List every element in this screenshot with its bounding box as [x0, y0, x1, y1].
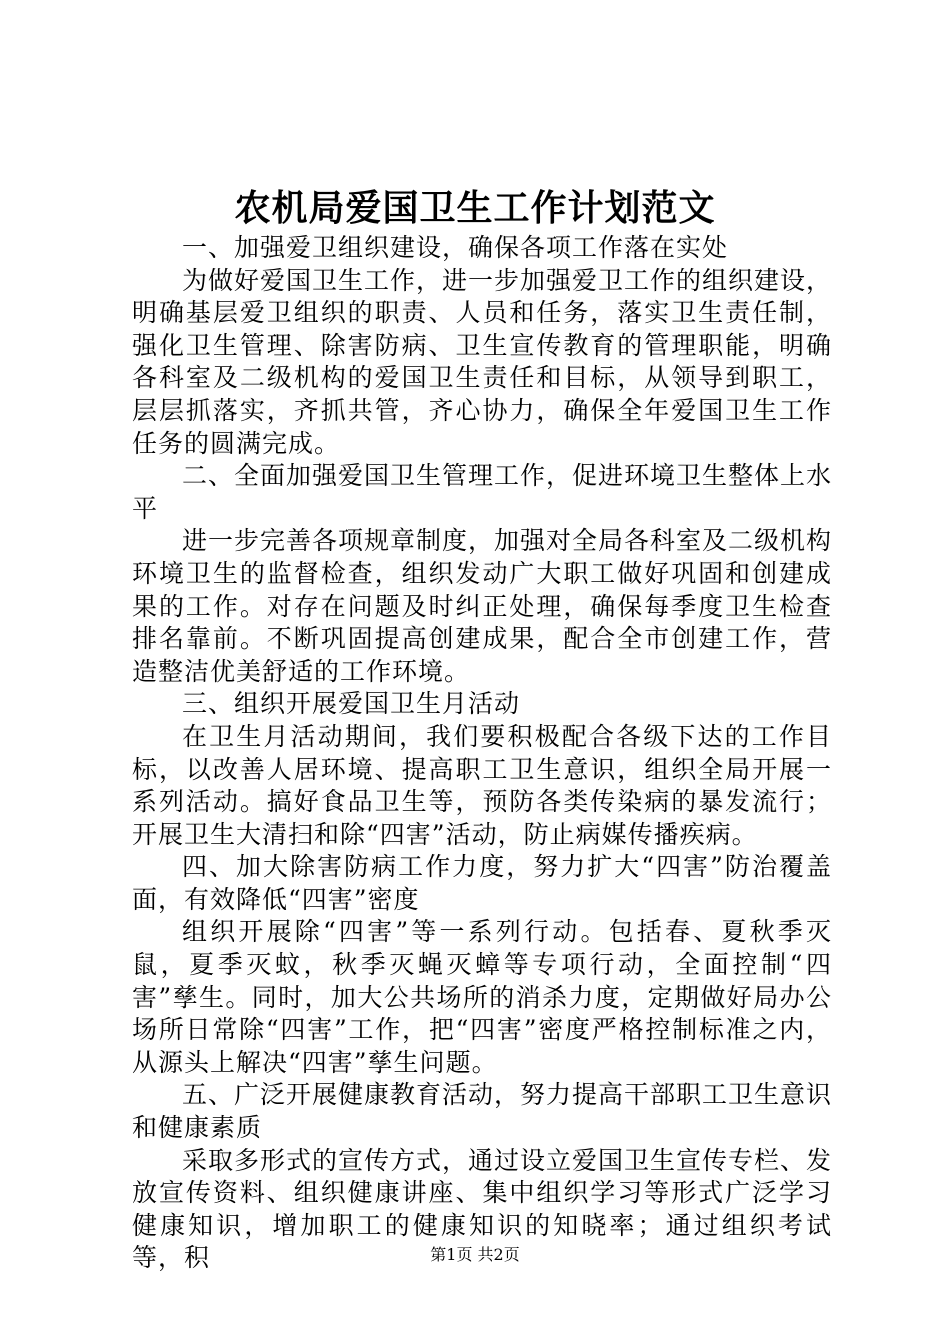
section-heading-2: 二、全面加强爱国卫生管理工作，促进环境卫生整体上水平 — [132, 461, 833, 523]
section-heading-4: 四、加大除害防病工作力度，努力扩大“四害”防治覆盖面，有效降低“四害”密度 — [132, 852, 832, 914]
section-heading-5: 五、广泛开展健康教育活动，努力提高干部职工卫生意识和健康素质 — [132, 1080, 833, 1143]
section-heading-1: 一、加强爱卫组织建设，确保各项工作落在实处 — [182, 233, 729, 262]
page-footer: 第1页 共2页 — [430, 1245, 520, 1264]
section-paragraph-2: 进一步完善各项规章制度，加强对全局各科室及二级机构环境卫生的监督检查，组织发动广大职工做好巩固和创建成果的工作。对存在问题及时纠正处理，确保每季度卫生检查排名靠前。不断巩固提高创建成果，配合全市创建工作，营造整洁优美舒适的工作环境。 — [132, 526, 833, 686]
section-paragraph-5: 采取多形式的宣传方式，通过设立爱国卫生宣传专栏、发放宣传资料、组织健康讲座、集中组织学习等形式广泛学习健康知识，增加职工的健康知识的知晓率；通过组织考试等，积 — [132, 1145, 833, 1273]
section-paragraph-3: 在卫生月活动期间，我们要积极配合各级下达的工作目标，以改善人居环境、提高职工卫生意识，组织全局开展一系列活动。搞好食品卫生等，预防各类传染病的暴发流行；开展卫生大清扫和除“四害”活动，防止病媒传播疾病。 — [132, 721, 832, 849]
section-heading-3: 三、组织开展爱国卫生月活动 — [182, 689, 521, 719]
document-title: 农机局爱国卫生工作计划范文 — [234, 187, 716, 229]
section-paragraph-1: 为做好爱国卫生工作，进一步加强爱卫工作的组织建设，明确基层爱卫组织的职责、人员和任务，落实卫生责任制，强化卫生管理、除害防病、卫生宣传教育的管理职能，明确各科室及二级机构的爱国卫生责任和目标，从领导到职工，层层抓落实，齐抓共管，齐心协力，确保全年爱国卫生工作任务的圆满完成。 — [132, 265, 833, 458]
document-body — [132, 232, 832, 1275]
section-paragraph-4: 组织开展除“四害”等一系列行动。包括春、夏秋季灭鼠，夏季灭蚊，秋季灭蝇灭蟑等专项行动，全面控制“四害”孳生。同时，加大公共场所的消杀力度，定期做好局办公场所日常除“四害”工作，把“四害”密度严格控制标准之内，从源头上解决“四害”孳生问题。 — [132, 917, 832, 1077]
